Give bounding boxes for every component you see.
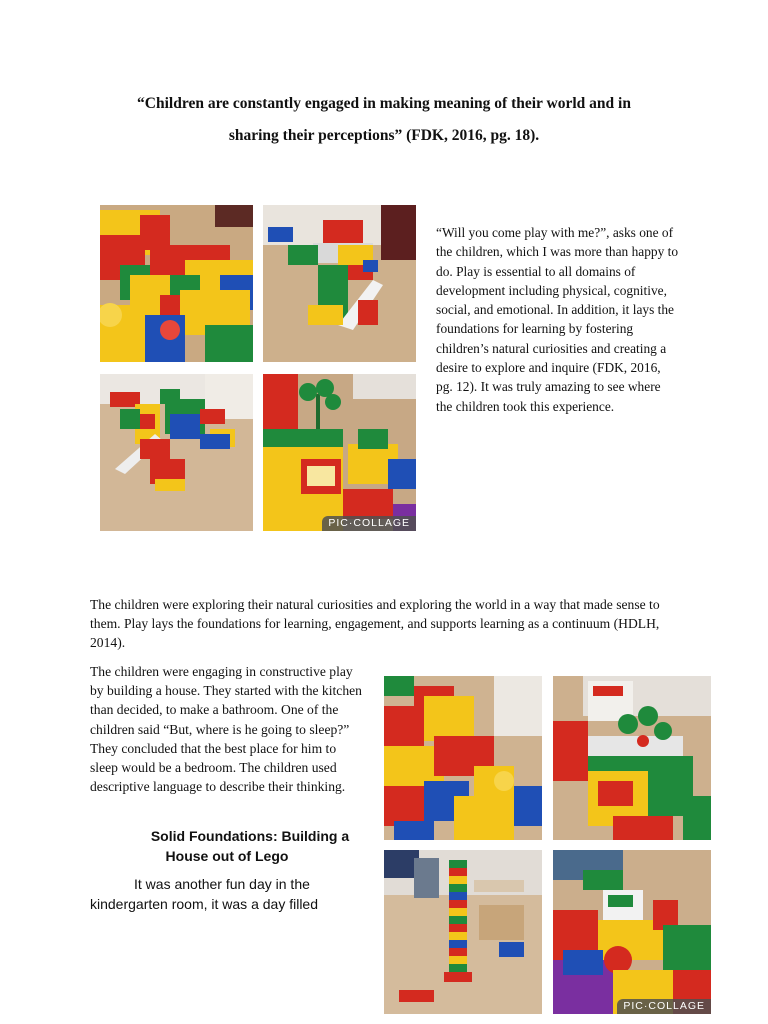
intro-line-1: It was another fun day in the bbox=[134, 876, 310, 892]
side-paragraph: “Will you come play with me?”, asks one of the children, which I was more than happy to do. Play is essential to all domains of development including physical, cognitive, social, and emotional. In addition, it lays the foundations for learning by fostering children’s natural curiosities and creating a desire to explore and inquire (FDK, 2016, pg. 12). It was truly amazing to see where the children took this experience. bbox=[436, 225, 679, 414]
intro-paragraph bbox=[90, 875, 390, 914]
subheading-line-1: Solid Foundations: Building a bbox=[150, 828, 350, 844]
photo-lego-wall-closeup bbox=[384, 676, 542, 840]
subheading-line-2: House out of Lego bbox=[165, 848, 289, 864]
quote-line-2: sharing their perceptions” (FDK, 2016, pg. 18). bbox=[228, 127, 540, 144]
intro-line-2: kindergarten room, it was a day filled bbox=[90, 895, 318, 912]
pic-collage-watermark-top: PIC·COLLAGE bbox=[322, 516, 416, 531]
photo-lego-tower-with-stairs bbox=[263, 205, 416, 362]
bottom-photo-collage bbox=[384, 676, 711, 1014]
photo-lego-house-roof bbox=[553, 676, 711, 840]
top-photo-collage bbox=[100, 205, 416, 531]
middle-paragraph: The children were exploring their natural curiosities and exploring the world in a way that made sense to them. Play lays the foundations for learning, engagement, and supports learning as a continuum (HDLH, 2014). bbox=[90, 597, 660, 651]
photo-lego-tall-tower bbox=[384, 850, 542, 1014]
section-subheading bbox=[120, 826, 380, 866]
photo-lego-house-with-tree bbox=[263, 374, 416, 531]
pic-collage-watermark-bottom: PIC·COLLAGE bbox=[617, 999, 711, 1014]
quote-line-1: “Children are constantly engaged in making meaning of their world and in bbox=[137, 95, 631, 112]
photo-lego-closeup bbox=[100, 205, 253, 362]
page-quote bbox=[80, 88, 688, 152]
photo-lego-toilet-bathroom bbox=[553, 850, 711, 1014]
photo-lego-house-on-floor bbox=[100, 374, 253, 531]
left-paragraph: The children were engaging in constructive play by building a house. They started with the kitchen than decided, to make a bathroom. One of the children said “But, where is he going to sleep?” They concluded that the best place for him to sleep would be a bedroom. The children used descriptive language to describe their thinking. bbox=[90, 664, 362, 795]
